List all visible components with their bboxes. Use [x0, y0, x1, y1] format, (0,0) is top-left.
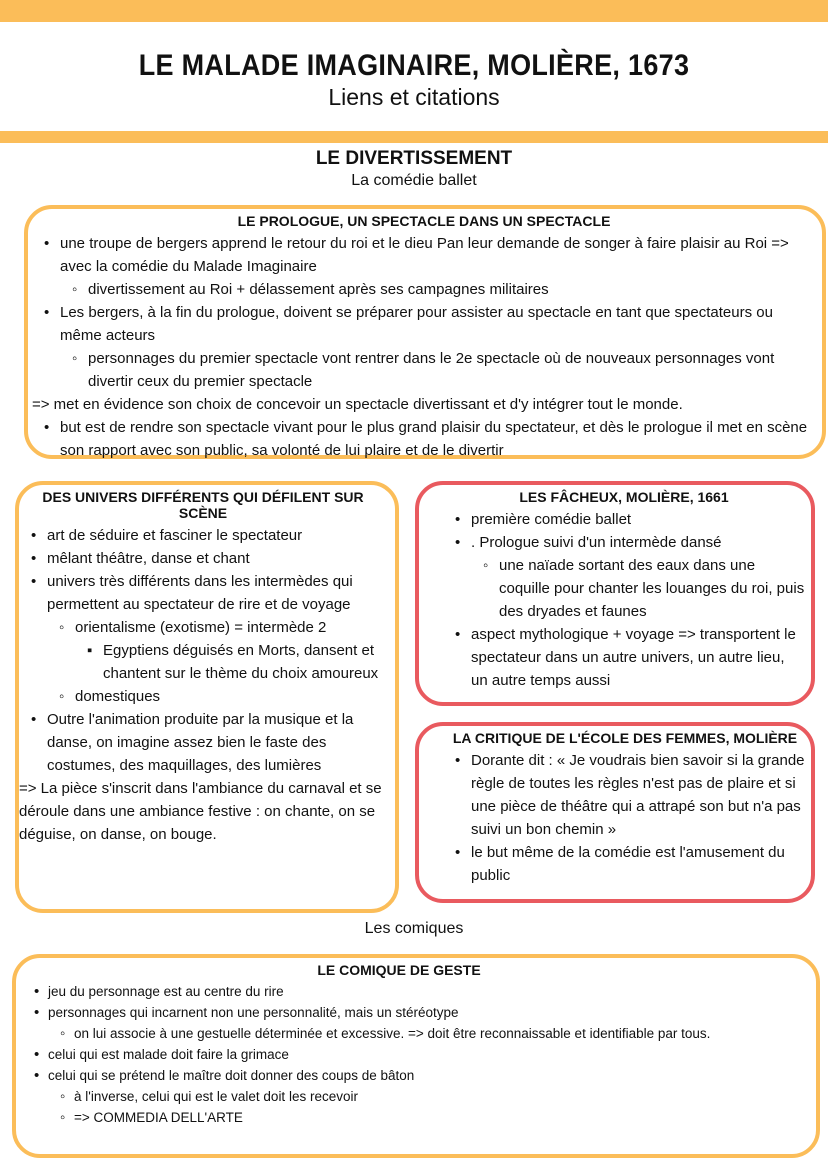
list-item	[19, 708, 387, 777]
disc-bullet-icon: •	[455, 534, 461, 551]
section-subtitle: La comédie ballet	[351, 172, 477, 189]
section-title: LE DIVERTISSEMENT	[315, 148, 513, 169]
divider-bar	[0, 131, 828, 143]
circle-bullet-icon: ◦	[59, 619, 65, 636]
list-item	[443, 749, 807, 841]
disc-bullet-icon: •	[31, 550, 37, 567]
list-item-text: à l'inverse, celui qui est le valet doit les recevoir	[74, 1089, 358, 1104]
list-item-text: aspect mythologique + voyage => transportent le spectateur dans un autre univers, un autre lieu, un autre temps aussi	[471, 626, 796, 689]
bullet-list	[443, 508, 805, 692]
list-item	[22, 1086, 776, 1107]
list-item	[22, 1044, 776, 1065]
disc-bullet-icon: •	[455, 752, 461, 769]
list-item	[443, 508, 805, 531]
disc-bullet-icon: •	[31, 573, 37, 590]
list-item-text: personnages du premier spectacle vont rentrer dans le 2e spectacle où de nouveaux personnages vont divertir ceux du premier spectacle	[88, 350, 775, 390]
list-item-text: Outre l'animation produite par la musique et la danse, on imagine assez bien le faste des costumes, des maquillages, des lumières	[47, 711, 354, 774]
list-item-text: une troupe de bergers apprend le retour du roi et le dieu Pan leur demande de songer à faire plaisir au Roi => avec la comédie du Malade Imaginaire	[60, 235, 789, 275]
disc-bullet-icon: •	[34, 1067, 40, 1084]
list-item	[19, 616, 387, 639]
list-item-text: on lui associe à une gestuelle déterminée et excessive. => doit être reconnaissable et identifiable par tous.	[74, 1026, 711, 1041]
page-title: LE MALADE IMAGINAIRE, MOLIÈRE, 1673	[138, 48, 690, 82]
list-item	[443, 531, 805, 554]
circle-bullet-icon: ◦	[483, 557, 489, 574]
disc-bullet-icon: •	[44, 304, 50, 321]
list-item	[22, 981, 776, 1002]
list-item	[22, 1023, 776, 1044]
comiques-heading: Les comiques	[364, 920, 464, 937]
list-item	[22, 1002, 776, 1023]
list-item	[32, 416, 816, 462]
list-item-text: celui qui se prétend le maître doit donner des coups de bâton	[48, 1068, 415, 1083]
circle-bullet-icon: ◦	[59, 688, 65, 705]
bullet-list	[443, 749, 807, 887]
list-item	[32, 393, 816, 416]
square-bullet-icon: ▪	[87, 642, 93, 659]
disc-bullet-icon: •	[34, 983, 40, 1000]
disc-bullet-icon: •	[34, 1046, 40, 1063]
list-item-text: le but même de la comédie est l'amusement du public	[471, 844, 785, 884]
disc-bullet-icon: •	[34, 1004, 40, 1021]
disc-bullet-icon: •	[44, 235, 50, 252]
list-item-text: => met en évidence son choix de concevoir un spectacle divertissant et d'y intégrer tout le monde.	[32, 396, 683, 413]
list-item	[443, 554, 805, 623]
list-item-text: divertissement au Roi + délassement après ses campagnes militaires	[88, 281, 549, 298]
list-item	[32, 347, 816, 393]
list-item-text: domestiques	[75, 688, 161, 705]
list-item-text: première comédie ballet	[471, 511, 632, 528]
list-item-text: => COMMEDIA DELL'ARTE	[74, 1110, 243, 1125]
bullet-list	[32, 232, 816, 462]
list-item-text: . Prologue suivi d'un intermède dansé	[471, 534, 722, 551]
disc-bullet-icon: •	[455, 511, 461, 528]
box-title: LE PROLOGUE, UN SPECTACLE DANS UN SPECTACLE	[237, 213, 611, 229]
disc-bullet-icon: •	[31, 527, 37, 544]
box-title: DES UNIVERS DIFFÉRENTS QUI DÉFILENT SUR SCÈNE	[42, 489, 364, 521]
list-item-text: celui qui est malade doit faire la grimace	[48, 1047, 289, 1062]
list-item	[32, 301, 816, 347]
bullet-list	[22, 981, 776, 1128]
list-item	[19, 524, 387, 547]
prologue-box	[24, 205, 826, 459]
list-item	[32, 278, 816, 301]
circle-bullet-icon: ◦	[60, 1109, 66, 1126]
circle-bullet-icon: ◦	[72, 281, 78, 298]
list-item-text: orientalisme (exotisme) = intermède 2	[75, 619, 327, 636]
circle-bullet-icon: ◦	[60, 1025, 66, 1042]
top-accent-bar	[0, 0, 828, 22]
list-item-text: une naïade sortant des eaux dans une coquille pour chanter les louanges du roi, puis des dryades et faunes	[499, 557, 805, 620]
list-item-text: personnages qui incarnent non une personnalité, mais un stéréotype	[48, 1005, 459, 1020]
box-title: LES FÂCHEUX, MOLIÈRE, 1661	[519, 489, 729, 505]
list-item-text: art de séduire et fasciner le spectateur	[47, 527, 303, 544]
list-item	[443, 841, 807, 887]
list-item	[19, 777, 387, 846]
list-item-text: jeu du personnage est au centre du rire	[48, 984, 284, 999]
disc-bullet-icon: •	[31, 711, 37, 728]
disc-bullet-icon: •	[44, 419, 50, 436]
box-title: LE COMIQUE DE GESTE	[317, 962, 481, 978]
list-item-text: Les bergers, à la fin du prologue, doivent se préparer pour assister au spectacle en tant que spectateurs ou même acteurs	[60, 304, 773, 344]
list-item	[22, 1065, 776, 1086]
disc-bullet-icon: •	[455, 844, 461, 861]
list-item	[22, 1107, 776, 1128]
list-item	[32, 232, 816, 278]
list-item	[19, 639, 387, 685]
list-item	[19, 547, 387, 570]
page-subtitle: Liens et citations	[328, 84, 500, 110]
list-item-text: => La pièce s'inscrit dans l'ambiance du carnaval et se déroule dans une ambiance festive : on chante, on se déguise, on danse, on bouge.	[19, 780, 382, 843]
disc-bullet-icon: •	[455, 626, 461, 643]
circle-bullet-icon: ◦	[60, 1088, 66, 1105]
circle-bullet-icon: ◦	[72, 350, 78, 367]
comique-de-geste-box	[12, 954, 820, 1158]
bullet-list	[19, 524, 387, 846]
list-item-text: but est de rendre son spectacle vivant pour le plus grand plaisir du spectateur, et dès le prologue il met en scène son rapport avec son public, sa volonté de lui plaire et de le divertir	[60, 419, 808, 459]
list-item-text: mêlant théâtre, danse et chant	[47, 550, 250, 567]
list-item	[19, 685, 387, 708]
list-item	[443, 623, 805, 692]
box-title: LA CRITIQUE DE L'ÉCOLE DES FEMMES, MOLIÈRE	[452, 730, 798, 746]
univers-box	[15, 481, 399, 913]
critique-box	[415, 722, 815, 903]
list-item-text: Dorante dit : « Je voudrais bien savoir si la grande règle de toutes les règles n'est pas de plaire et si une pièce de théâtre qui a attrapé son but n'a pas suivi un bon chemin »	[471, 752, 805, 838]
facheux-box	[415, 481, 815, 706]
list-item	[19, 570, 387, 616]
list-item-text: Egyptiens déguisés en Morts, dansent et chantent sur le thème du choix amoureux	[103, 642, 379, 682]
list-item-text: univers très différents dans les intermèdes qui permettent au spectateur de rire et de voyage	[47, 573, 353, 613]
